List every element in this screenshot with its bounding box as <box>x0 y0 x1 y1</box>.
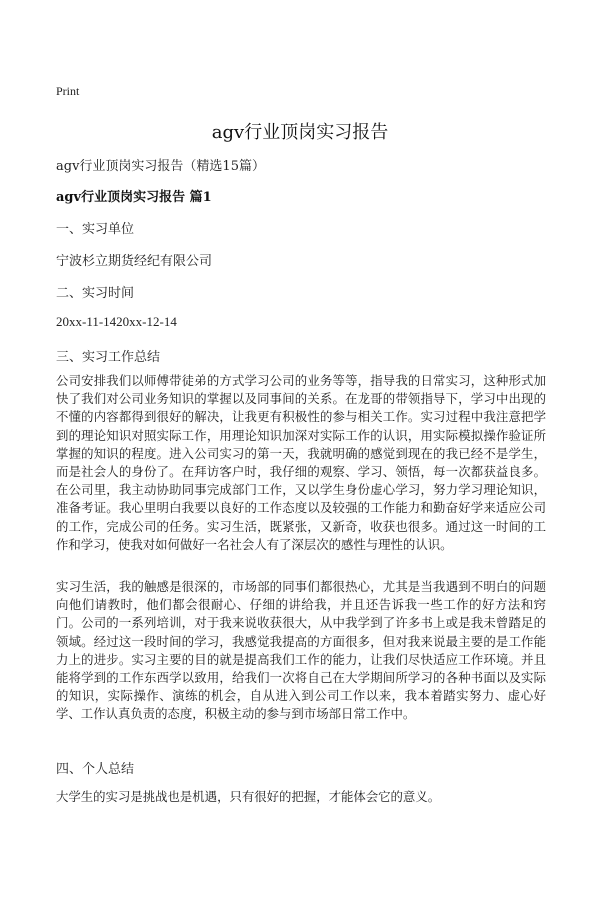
section-heading-summary: 三、实习工作总结 <box>56 350 161 365</box>
section-heading-personal: 四、个人总结 <box>56 762 135 777</box>
section-heading-period: 二、实习时间 <box>56 286 135 301</box>
internship-period: 20xx-11-1420xx-12-14 <box>56 314 177 329</box>
document-subtitle: agv行业顶岗实习报告（精选15篇） <box>56 159 265 174</box>
section-heading-unit: 一、实习单位 <box>56 222 135 237</box>
print-label: Print <box>56 84 80 98</box>
paragraph-personal-summary: 大学生的实习是挑战也是机遇，只有很好的把握，才能体会它的意义。 <box>56 789 441 804</box>
company-name: 宁波杉立期货经纪有限公司 <box>56 254 213 269</box>
part-heading: agv行业顶岗实习报告 篇1 <box>56 190 212 205</box>
paragraph-experience: 实习生活，我的触感是很深的，市场部的同事们都很热心，尤其是当我遇到不明白的问题向他们请教时，他们都会很耐心、仔细的讲给我，并且还告诉我一些工作的好方法和窍门。公司的一系列培训，对于我来说收获很大，从中我学到了许多书上或是我未曾踏足的领域。经过这一段时间的学习，我感觉我提高的方面很多，但对我来说最主要的是工作能力上的进步。实习主要的目的就是提高我们工作的能力，让我们尽快适应工作环境。并且能将学到的工作东西学以致用，给我们一次将自己在大学期间所学习的各种书面以及实际的知识，实际操作、演练的机会，自从进入到公司工作以来，我本着踏实努力、虚心好学、工作认真负责的态度，积极主动的参与到市场部日常工作中。 <box>56 579 546 722</box>
paragraph-work-summary: 公司安排我们以师傅带徒弟的方式学习公司的业务等等，指导我的日常实习，这种形式加快了我们对公司业务知识的掌握以及同事间的关系。在龙哥的带领指导下，学习中出现的不懂的内容都得到很好的解决，让我更有积极性的参与相关工作。实习过程中我注意把学到的理论知识对照实际工作，用理论知识加深对实际工作的认识，用实际模拟操作验证所掌握的知识的程度。进入公司实习的第一天，我就明确的感觉到现在的我已经不是学生，而是社会人的身份了。在拜访客户时，我仔细的观察、学习、领悟，每一次都获益良多。在公司里，我主动协助同事完成部门工作，又以学生身份虚心学习，努力学习理论知识，准备考证。我心里明白我要以良好的工作态度以及较强的工作能力和勤奋好学来适应公司的工作，完成公司的任务。实习生活，既紧张，又新奇，收获也很多。通过这一时间的工作和学习，使我对如何做好一名社会人有了深层次的感性与理性的认识。 <box>56 373 546 552</box>
page-title: agv行业顶岗实习报告 <box>211 122 389 143</box>
